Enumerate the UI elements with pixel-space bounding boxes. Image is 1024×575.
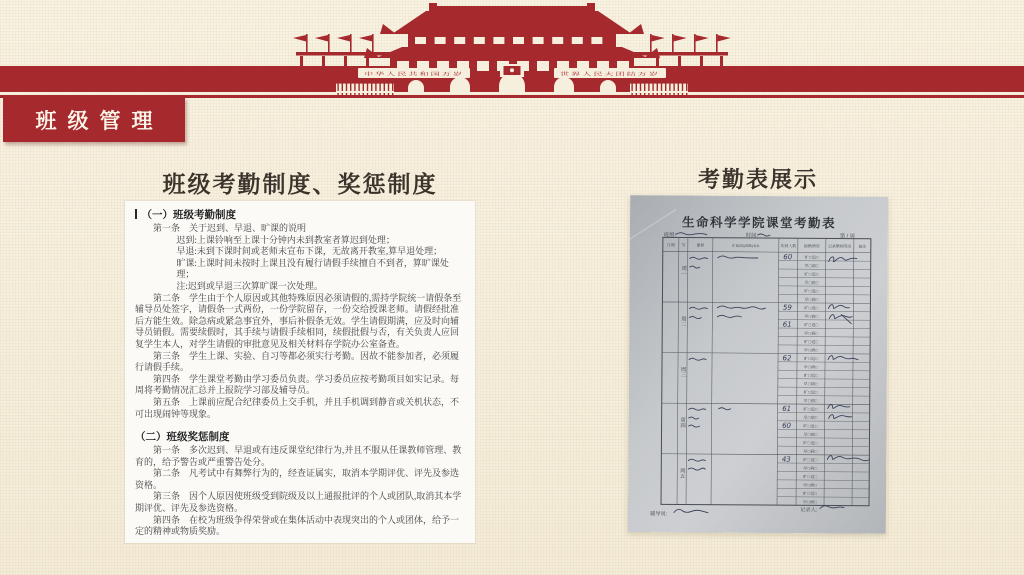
checkbox-cell: 旷□迟□ xyxy=(803,440,818,446)
column-header: 日期 xyxy=(666,242,675,248)
doc-paragraph: 第四条 学生课堂考勤由学习委员负责。学习委员应按考勤项目如实记录。每周将考勤情况汇总并上报院学习部及辅导员。 xyxy=(135,373,460,396)
column-header: 课程 xyxy=(696,242,705,248)
weekday-label: 周一 xyxy=(680,265,687,277)
attendance-count: 59 xyxy=(782,303,792,312)
doc-paragraph: 第一条 多次迟到、早退或有违反课堂纪律行为,并且不服从任课教师管理、教育的，给予警告或严重警告处分。 xyxy=(135,445,462,467)
checkbox-cell: 早□病□ xyxy=(803,465,818,471)
right-column-title: 考勤表展示 xyxy=(697,167,818,192)
attendance-count: 43 xyxy=(781,455,791,464)
doc-paragraph: 旷课:上课时间未按时上课且没有履行请假手续擅自不到者，算旷课处理； xyxy=(176,257,449,280)
doc-paragraph: 第三条 学生上课、实验、自习等都必须实行考勤。因故不能参加者，必须履行请假手续。 xyxy=(135,350,460,373)
checkbox-cell: 早□病□ xyxy=(802,499,818,505)
weekday-label: 周五 xyxy=(678,467,685,479)
checkbox-cell: 旷□迟□ xyxy=(803,457,818,463)
checkbox-cell: 早□病□ xyxy=(803,398,818,404)
doc-paragraph: 注:迟到或早退三次算旷课一次处理。 xyxy=(176,280,323,291)
sheet-week-label: 第 / 周 xyxy=(839,233,855,240)
column-header: 节 xyxy=(681,242,686,248)
weekday-label: 周二 xyxy=(679,315,686,327)
plaque-right-text: 世界人民大团结万岁 xyxy=(560,72,613,78)
column-header: 实到人数 xyxy=(780,243,797,249)
checkbox-cell: 旷□迟□ xyxy=(803,406,818,412)
column-header: 缺勤情况 xyxy=(804,243,820,249)
checkbox-cell: 旷□迟□ xyxy=(803,339,819,345)
attendance-count: 62 xyxy=(782,354,792,363)
checkbox-cell: 旷□迟□ xyxy=(804,305,819,311)
rules-document xyxy=(125,201,475,543)
checkbox-cell: 旷□迟□ xyxy=(804,271,819,277)
checkbox-cell: 早□病□ xyxy=(803,448,818,454)
sheet-class-label: 班级: xyxy=(663,232,676,239)
checkbox-cell: 早□病□ xyxy=(804,296,819,303)
doc-paragraph: 第三条 因个人原因使班级受到院级及以上通报批评的个人或团队,取消其本学期评优、评先及参选资格。 xyxy=(135,491,462,514)
balustrade-right xyxy=(630,82,688,95)
checkbox-cell: 旷□迟□ xyxy=(802,490,818,496)
cursor-bar xyxy=(135,209,137,219)
checkbox-cell: 旷□迟□ xyxy=(803,355,819,362)
sheet-title: 生命科学学院课堂考勤表 xyxy=(681,215,837,231)
doc-paragraph: 第二条 凡考试中有舞弊行为的，经查证属实，取消本学期评优、评先及参选资格。 xyxy=(135,468,460,490)
checkbox-cell: 早□病□ xyxy=(804,280,819,286)
checkbox-cell: 旷□迟□ xyxy=(804,322,819,328)
footer-right-label: 记录人: xyxy=(799,507,818,514)
column-header: 备注 xyxy=(858,243,867,249)
checkbox-cell: 旷□迟□ xyxy=(803,423,818,429)
doc-paragraph: 第一条 关于迟到、早退、旷课的说明 xyxy=(153,223,307,233)
plaque-left-text: 中华人民共和国万岁 xyxy=(364,72,417,78)
doc-paragraph: 第二条 学生由于个人原因或其他特殊原因必须请假的,需持学院统一请假条至辅导员处签字，请假条一式两份，一份学院留存，一份交给授课老师。请假经批准后方能生效。除急病或紧急事宜外，事后补假条无效。学生请假期满，应及时向辅导员销假。需要续假时，其手续与请假手续相同，续假批假与否，有关负责人应回复学生本人，对学生请假的审批意见及相关材料存学院办公室备查。 xyxy=(135,292,462,349)
attendance-count: 60 xyxy=(782,421,792,430)
balustrade-left xyxy=(336,82,394,95)
sheet-time-label: 时间: xyxy=(745,232,758,239)
column-header: 记录教师签名 xyxy=(828,243,852,249)
left-column-title: 班级考勤制度、奖惩制度 xyxy=(162,171,438,197)
footer-left-label: 辅导员: xyxy=(649,511,668,518)
weekday-label: 周三 xyxy=(679,366,686,378)
doc-paragraph: 迟到:上课铃响至上课十分钟内未到教室者算迟到处理； xyxy=(176,234,395,245)
doc-section1-heading: （一）班级考勤制度 xyxy=(135,209,465,222)
section-badge xyxy=(3,97,185,142)
checkbox-cell: 旷□迟□ xyxy=(804,288,819,294)
doc-paragraph: 第五条 上课前应配合纪律委员上交手机，并且手机调到静音或关机状态，不可出现闹钟等现象。 xyxy=(135,396,460,419)
attendance-count: 61 xyxy=(782,320,792,329)
checkbox-cell: 早□病□ xyxy=(804,313,819,319)
checkbox-cell: 旷□迟□ xyxy=(803,389,818,395)
building-red-parts xyxy=(293,3,731,74)
checkbox-cell: 早□病□ xyxy=(803,431,818,437)
checkbox-cell: 旷□迟□ xyxy=(804,254,819,260)
attendance-sheet-photo xyxy=(628,195,888,534)
attendance-count: 60 xyxy=(783,253,793,262)
checkbox-cell: 早□病□ xyxy=(802,482,818,488)
checkbox-cell: 早□病□ xyxy=(803,347,819,353)
doc-paragraph: 早退:未到下课时间或老师未宣布下课，无故离开教室,算早退处理； xyxy=(176,246,443,257)
checkbox-cell: 早□病□ xyxy=(803,364,819,370)
checkbox-cell: 早□病□ xyxy=(804,263,819,269)
attendance-count: 61 xyxy=(782,404,792,413)
checkbox-cell: 早□病□ xyxy=(804,330,819,336)
portrait-face xyxy=(510,68,514,72)
checkbox-cell: 早□病□ xyxy=(803,414,818,421)
checkbox-cell: 旷□迟□ xyxy=(803,474,818,480)
badge-label: 班级管理 xyxy=(35,109,164,133)
column-header: 旷课(迟)(缺勤)名单 xyxy=(732,243,760,249)
checkbox-cell: 旷□迟□ xyxy=(803,372,819,378)
weekday-label: 周四 xyxy=(679,417,686,428)
doc-section2-heading: （二）班级奖惩制度 xyxy=(135,432,230,444)
checkbox-cell: 早□病□ xyxy=(803,381,819,387)
doc-paragraph: 第四条 在校为班级争得荣誉或在集体活动中表现突出的个人或团体，给予一定的精神或物质奖励。 xyxy=(135,514,460,537)
